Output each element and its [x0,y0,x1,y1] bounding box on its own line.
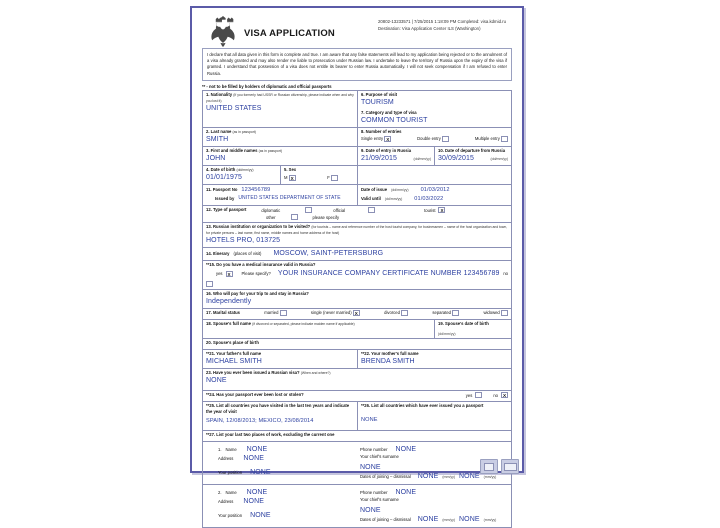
field-q3-first-middle-names[interactable] [203,147,357,165]
work1-phone-line[interactable] [360,445,505,454]
q11-valid-value: 01/03/2022 [414,196,444,203]
work2-address-value: NONE [243,497,264,505]
q11-label: 11. Passport No [206,187,238,193]
q5-female-label: F [327,175,330,181]
q26-label: **26. List all countries which have ever issued you a passport [361,403,484,409]
work2-name-line[interactable] [218,488,354,497]
field-q19-spouse-dob[interactable] [434,320,511,338]
q3-label: 3. First and middle names [206,148,258,154]
form-row-marital-status [203,309,511,320]
q8-option-multiple-label: Multiple entry [474,136,500,142]
work1-date-from-value: NONE [417,472,439,480]
q10-value: 30/09/2015 [438,155,475,163]
work1-address-line[interactable] [218,454,354,463]
q24-yes-label: yes [465,392,473,398]
q24-label: **24. Has your passport ever been lost or stolen? [206,392,304,398]
page-title: VISA APPLICATION [244,28,335,39]
q4-value: 01/01/1975 [206,174,243,182]
q21-label: **21. Your father's full name [206,351,262,357]
field-q9-date-of-entry[interactable] [357,147,434,165]
work2-name-value: NONE [246,488,268,496]
q17-widowed-label: widowed [483,310,500,316]
q19-format: (dd/mm/yy) [438,332,456,337]
q17-checkbox-widowed[interactable] [501,310,508,316]
q17-checkbox-divorced[interactable] [401,310,408,316]
field-q14-itinerary[interactable] [203,248,511,260]
q2-value: SMITH [206,136,229,144]
q11-issue-format: (dd/mm/yy) [391,188,409,193]
q26-value: NONE [361,417,378,424]
work1-date-from-format: (mm/yy) [442,474,456,479]
q18-label: 18. Spouse's full name [206,321,251,327]
form-row-type-of-passport [203,206,511,223]
q5-option-female[interactable] [327,175,338,181]
q11-issue-value: 01/03/2012 [420,187,450,194]
q15-specify-value: YOUR INSURANCE COMPANY CERTIFICATE NUMBER 123456789 [277,270,500,278]
work-entry-1 [203,442,511,485]
field-q24-passport-lost [203,391,511,401]
form-row-medical-insurance [203,261,511,290]
q12-option-other[interactable] [266,215,276,220]
q22-label: **22. Your mother's full name [361,351,419,357]
work1-name-value: NONE [246,445,268,453]
q24-no-label: no [493,392,498,398]
declaration-text: I declare that all data given in this form is complete and true. I am aware that any false statements will lead to my application being rejected or to the annulment of a visa already granted and may also render me liable to prosecution under Russian law. I undertake to leave the territory of Russia upon the expiry of the visa if granted. I understand that possession of a visa does not entitle its bearer to enter Russia automatically. I will not seek compensation if I am refused to enter Russia. [202,48,512,81]
q17-option-single[interactable] [311,310,360,316]
q8-option-double[interactable] [417,136,449,142]
field-q23-previous-russian-visa[interactable] [203,369,511,390]
work2-date-to-format: (mm/yy) [483,517,497,522]
q25-label: **25. List all countries you have visited in the last ten years and indicate the year of visit [206,403,350,415]
field-q10-date-of-departure[interactable] [434,147,511,165]
q12-please-specify: please specify [312,214,340,220]
q27-label: **27. List your last two places of work, excluding the current one [206,432,335,438]
field-q2-last-name[interactable] [203,128,357,146]
form-row-passport-lost [203,391,511,402]
q8-option-single[interactable] [361,136,391,142]
q15-label: **15. Do you have a medical insurance valid in Russia? [206,262,316,268]
q8-option-single-label: Single entry [361,136,384,142]
work2-position-line[interactable] [218,511,354,520]
q8-option-double-label: Double entry [417,136,441,142]
q17-option-separated[interactable] [432,310,459,316]
q14-label: 14. Itinerary [206,250,230,256]
page-view-glyph [484,463,494,471]
diplomatic-note: ** - not to be filled by holders of diplomatic and official passports [202,83,332,89]
work2-dates-label: Dates of joining – dismissal [360,516,411,522]
work1-position-line[interactable] [218,468,354,477]
q22-value: BRENDA SMITH [361,358,415,366]
q8-checkbox-double[interactable] [442,136,449,142]
q12-diplomatic-label: diplomatic [261,207,281,213]
work2-date-to-value: NONE [459,515,480,523]
q10-label: 10. Date of departure from Russia [438,148,506,154]
q1-label: 1. Nationality [206,92,233,98]
q6-value: TOURISM [361,99,394,107]
form-row-who-pays [203,290,511,309]
q3-hint: (as in passport) [258,149,282,154]
field-q27-label-cell [203,431,511,441]
q8-option-multiple[interactable] [475,136,508,142]
q16-value: Independently [206,298,252,306]
work1-chief-label: Your chief's surname [360,453,399,459]
work2-address-label: Address [218,498,234,504]
q15-checkbox-no[interactable] [206,281,213,287]
page-view-icon[interactable] [480,459,498,474]
meta-line-1: 20802-13233571 | 7/25/2015 1:18:09 PM Completed: visa.kdmid.ru [378,19,506,24]
q21-value: MICHAEL SMITH [206,358,262,366]
q11-valid-label: Valid until [361,196,381,202]
form-row-work-header [203,431,511,442]
field-q5-sex [280,166,357,184]
q20-label: 20. Spouse's place of birth [206,340,259,346]
q5-option-male[interactable] [284,175,296,181]
form-row-dob-sex [203,166,511,185]
q1-value: UNITED STATES [206,105,262,113]
work1-index: 1. [218,446,222,452]
q1-hint: (If you formerly had USSR or Russian citizenship, please indicate when and why you lost it) [206,93,354,104]
q10-format: (dd/mm/yy) [490,156,508,161]
page-view-wide-icon[interactable] [501,459,519,474]
form-row-spouse-birthplace [203,339,511,350]
field-q25-countries-visited[interactable] [203,402,357,430]
field-q18-spouse-name[interactable] [203,320,434,338]
q7-label: 7. Category and type of visa [361,110,417,116]
q3-value: JOHN [206,155,226,163]
work2-phone-value: NONE [395,488,417,496]
form-row-spouse-name-dob [203,320,511,339]
document-meta [378,18,512,32]
russian-double-headed-eagle-emblem [206,16,240,48]
q12-checkbox-tourist[interactable] [438,207,445,213]
application-form-grid [202,90,512,528]
q2-hint: (as in passport) [232,130,256,135]
q12-option-official[interactable] [333,208,345,213]
field-q16-who-pays[interactable] [203,290,511,308]
field-q4-date-of-birth[interactable] [203,166,280,184]
q6-label: 6. Purpose of visit [361,92,398,98]
work2-index: 2. [218,489,222,495]
q12-checkbox-diplomatic[interactable] [305,207,312,213]
q24-checkbox-yes[interactable] [475,392,482,398]
q18-hint: (if divorced or separated, please indicate maiden name if applicable) [252,322,355,327]
q8-checkbox-single[interactable] [384,136,391,142]
document-header [196,12,518,46]
field-q12-type-of-passport [203,206,511,222]
work2-phone-label: Phone number [360,489,388,495]
page-view-wide-glyph [504,463,517,471]
field-q6-q7-group [357,91,511,127]
work2-address-line[interactable] [218,497,354,506]
q23-label: 23. Have you ever been issued a Russian visa? [206,370,300,376]
q5-checkbox-female[interactable] [331,175,338,181]
q13-value: HOTELS PRO, 013725 [206,237,281,245]
viewer-toolbar [480,459,519,474]
q16-label: 16. Who will pay for your trip to and stay in Russia? [206,291,309,297]
q12-official-label: official [333,207,346,213]
form-row-itinerary [203,248,511,261]
q17-checkbox-separated[interactable] [452,310,459,316]
work1-chief-value: NONE [360,463,381,471]
work1-name-label: Name [225,446,237,452]
q12-option-diplomatic[interactable] [261,208,280,213]
q7-value: COMMON TOURIST [361,117,428,125]
work1-position-value: NONE [250,468,271,476]
field-q26-passport-issuers[interactable] [357,402,511,430]
work2-date-from-value: NONE [417,515,439,523]
q24-checkbox-no[interactable] [501,392,508,398]
q11-issued-by-label: Issued by [215,195,235,201]
q12-label: 12. Type of passport [206,207,247,213]
q17-single-label: single (never married) [310,310,352,316]
work2-name-label: Name [225,489,237,495]
q17-option-widowed[interactable] [483,310,507,316]
field-q15-medical-insurance [203,261,511,289]
q12-checkbox-official[interactable] [368,207,375,213]
q15-specify-label: Please specify? [241,271,271,277]
work2-dates-line[interactable] [360,515,505,524]
field-q5-filler [357,166,511,184]
field-q11-dates[interactable] [357,185,511,205]
q17-separated-label: separated [432,310,452,316]
field-q8-number-of-entries [357,128,511,146]
visa-application-document [190,6,524,523]
work-entry-2 [203,485,511,528]
work1-phone-value: NONE [395,445,417,453]
q25-value: SPAIN, 12/08/2013; MEXICO, 23/08/2014 [206,418,314,425]
q15-yes-label: yes [216,271,223,277]
q12-other-label: other [266,214,276,220]
q23-hint: (When and where?) [300,371,331,376]
q4-label: 4. Date of birth [206,167,236,173]
form-row-countries [203,402,511,431]
q15-checkbox-yes[interactable] [226,271,233,277]
field-q20-spouse-birthplace[interactable] [203,339,511,349]
q5-male-label: M [284,175,288,181]
form-row-parents [203,350,511,369]
q9-format: (dd/mm/yy) [413,156,431,161]
q11-issue-label: Date of issue [361,187,388,193]
q17-option-divorced[interactable] [384,310,408,316]
work2-position-label: Your position [218,512,243,518]
field-q22-mother-name[interactable] [357,350,511,368]
q17-married-label: married [264,310,279,316]
q4-hint: (dd/mm/yy) [236,168,254,173]
q8-label: 8. Number of entries [361,129,402,135]
form-row-previous-visa [203,369,511,391]
q9-label: 9. Date of entry in Russia [361,148,412,154]
work1-dates-label: Dates of joining – dismissal [360,473,411,479]
q23-value: NONE [206,377,227,385]
q13-label: 13. Russian institution or organization to be visited? [206,224,311,230]
q8-checkbox-multiple[interactable] [501,136,508,142]
work1-name-line[interactable] [218,445,354,454]
q2-label: 2. Last name [206,129,232,135]
form-row-firstname-dates [203,147,511,166]
field-q21-father-name[interactable] [203,350,357,368]
q17-checkbox-single[interactable] [353,310,360,316]
q9-value: 21/09/2015 [361,155,398,163]
work2-chief-label: Your chief's surname [360,496,399,502]
q17-divorced-label: divorced [384,310,400,316]
form-row-lastname-entries [203,128,511,147]
q11-valid-format: (dd/mm/yy) [384,197,403,202]
q17-checkbox-married[interactable] [280,310,287,316]
q12-tourist-label: tourist [424,207,436,213]
form-row-nationality-purpose [203,91,511,128]
work2-chief-label-line [360,497,505,506]
q11-issued-by-value: UNITED STATES DEPARTMENT OF STATE [238,195,341,202]
form-row-institution [203,223,511,248]
work2-phone-line[interactable] [360,488,505,497]
q5-label: 5. Sex [284,167,297,173]
q14-hint: (places of visit) [233,250,262,256]
work1-date-to-format: (mm/yy) [483,474,497,479]
field-q1-nationality[interactable] [203,91,357,127]
work2-position-value: NONE [250,511,271,519]
q15-no-label: no [503,271,508,277]
work1-address-value: NONE [243,454,264,462]
work2-chief-value: NONE [360,506,381,514]
field-q13-institution[interactable] [203,223,511,247]
work2-date-from-format: (mm/yy) [442,517,456,522]
q11-value: 123456789 [241,187,271,194]
field-q11-passport[interactable] [203,185,357,205]
q14-value: MOSCOW, SAINT-PETERSBURG [273,250,384,258]
q12-option-tourist[interactable] [424,208,435,213]
work1-phone-label: Phone number [360,446,388,452]
form-row-passport [203,185,511,206]
meta-line-2: Destination: Visa Application Center ILS (Washington) [378,26,481,31]
work1-position-label: Your position [218,469,243,475]
field-q17-marital-status [203,309,511,319]
q12-checkbox-other[interactable] [291,214,298,220]
q17-label: 17. Marital status [206,310,240,316]
q13-hint: (for tourists – name and reference number of the host tourist company, for businessmen – name of the host organization and town, for private persons – last name, first name, middle names and home address of the host) [206,225,508,236]
work1-date-to-value: NONE [459,472,480,480]
work2-chief-value-line[interactable] [360,506,505,515]
work1-address-label: Address [218,455,234,461]
q5-checkbox-male[interactable] [289,175,296,181]
q17-option-married[interactable] [264,310,286,316]
q19-label: 19. Spouse's date of birth [438,321,489,327]
